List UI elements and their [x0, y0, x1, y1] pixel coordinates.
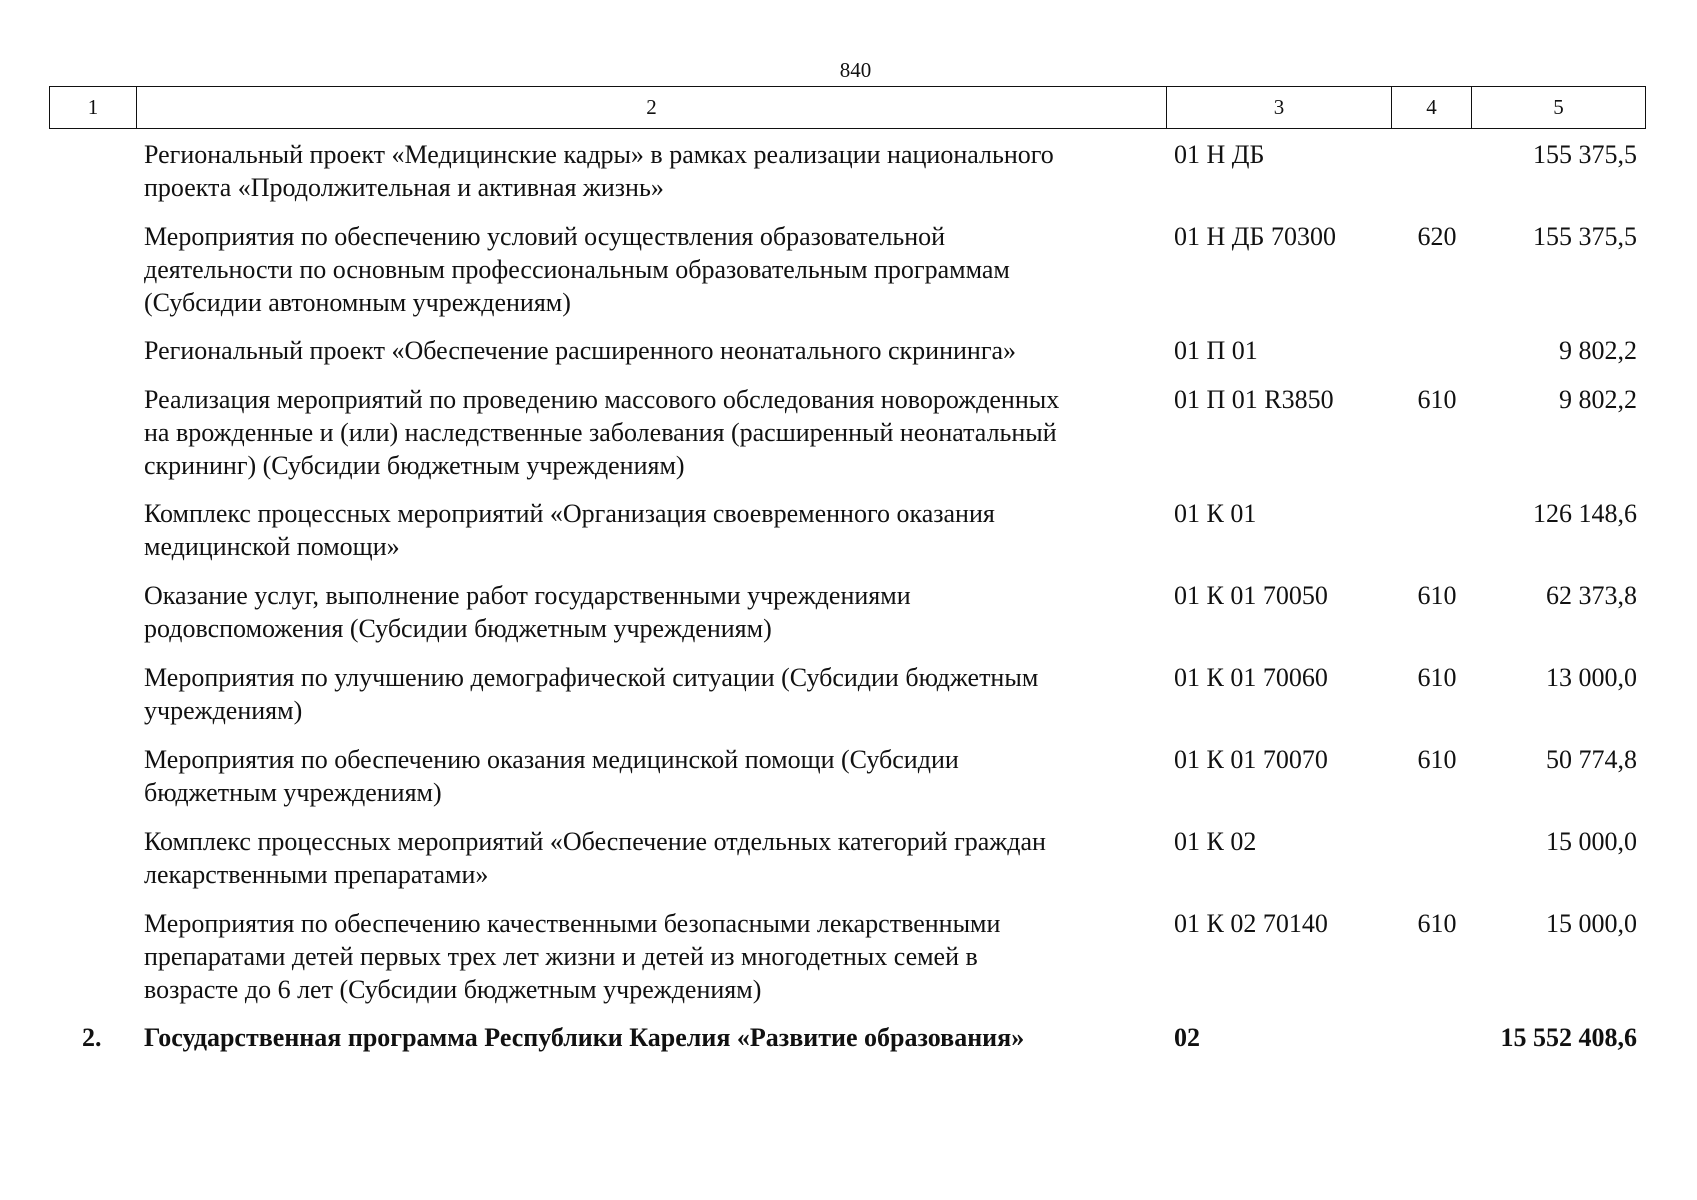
row-amount: 62 373,8: [1546, 581, 1637, 610]
row-name: Реализация мероприятий по проведению массового обследования новорожденных на врожденные и (или) наследственные заболевания (расширенный неонатальный скрининг) (Субсидии бюджетным учреждениям): [144, 385, 1060, 480]
row-amount: 15 000,0: [1546, 827, 1637, 856]
row-code: 01 Н ДБ 70300: [1174, 222, 1336, 251]
column-header-row: [50, 87, 1646, 129]
row-name: Оказание услуг, выполнение работ государственными учреждениями родовспоможения (Субсидии бюджетным учреждениям): [144, 581, 911, 643]
row-code: 02: [1174, 1023, 1200, 1052]
column-header-5: 5: [1472, 87, 1646, 129]
page-number: 840: [839, 58, 872, 82]
column-header-3: 3: [1167, 87, 1392, 129]
row-name: Комплекс процессных мероприятий «Организация своевременного оказания медицинской помощи»: [144, 499, 995, 561]
row-expense-type: 610: [1417, 581, 1457, 610]
column-header-table: [49, 86, 1646, 129]
row-amount: 50 774,8: [1546, 745, 1637, 774]
row-code: 01 К 01: [1174, 499, 1257, 528]
row-name: Мероприятия по обеспечению условий осуществления образовательной деятельности по основным профессиональным образовательным программам (Субсидии автономным учреждениям): [144, 222, 1010, 317]
row-code: 01 К 01 70060: [1174, 663, 1328, 692]
row-number: 2.: [82, 1023, 102, 1052]
row-amount: 15 000,0: [1546, 909, 1637, 938]
row-name: Комплекс процессных мероприятий «Обеспечение отдельных категорий граждан лекарственными препаратами»: [144, 827, 1046, 889]
row-expense-type: 610: [1417, 745, 1457, 774]
row-code: 01 П 01: [1174, 336, 1258, 365]
row-code: 01 Н ДБ: [1174, 140, 1265, 169]
row-code: 01 К 02: [1174, 827, 1257, 856]
row-amount: 15 552 408,6: [1500, 1023, 1637, 1052]
row-amount: 9 802,2: [1559, 385, 1637, 414]
row-name: Мероприятия по улучшению демографической ситуации (Субсидии бюджетным учреждениям): [144, 663, 1039, 725]
row-name: Региональный проект «Обеспечение расширенного неонатального скрининга»: [144, 336, 1017, 365]
row-amount: 155 375,5: [1533, 222, 1637, 251]
row-expense-type: 620: [1417, 222, 1457, 251]
row-amount: 126 148,6: [1533, 499, 1637, 528]
column-header-2: 2: [137, 87, 1167, 129]
row-name: Мероприятия по обеспечению оказания медицинской помощи (Субсидии бюджетным учреждениям): [144, 745, 959, 807]
column-header-1: 1: [50, 87, 137, 129]
row-code: 01 П 01 R3850: [1174, 385, 1334, 414]
row-code: 01 К 02 70140: [1174, 909, 1328, 938]
row-amount: 13 000,0: [1546, 663, 1637, 692]
row-code: 01 К 01 70070: [1174, 745, 1328, 774]
row-name: Мероприятия по обеспечению качественными безопасными лекарственными препаратами детей первых трех лет жизни и детей из многодетных семей в возрасте до 6 лет (Субсидии бюджетным учреждениям): [144, 909, 1001, 1004]
column-header-4: 4: [1392, 87, 1472, 129]
row-expense-type: 610: [1417, 663, 1457, 692]
row-code: 01 К 01 70050: [1174, 581, 1328, 610]
row-amount: 155 375,5: [1533, 140, 1637, 169]
row-name: Государственная программа Республики Карелия «Развитие образования»: [144, 1023, 1025, 1052]
row-amount: 9 802,2: [1559, 336, 1637, 365]
row-expense-type: 610: [1417, 385, 1457, 414]
row-expense-type: 610: [1417, 909, 1457, 938]
row-name: Региональный проект «Медицинские кадры» в рамках реализации национального проекта «Продолжительная и активная жизнь»: [144, 140, 1054, 202]
